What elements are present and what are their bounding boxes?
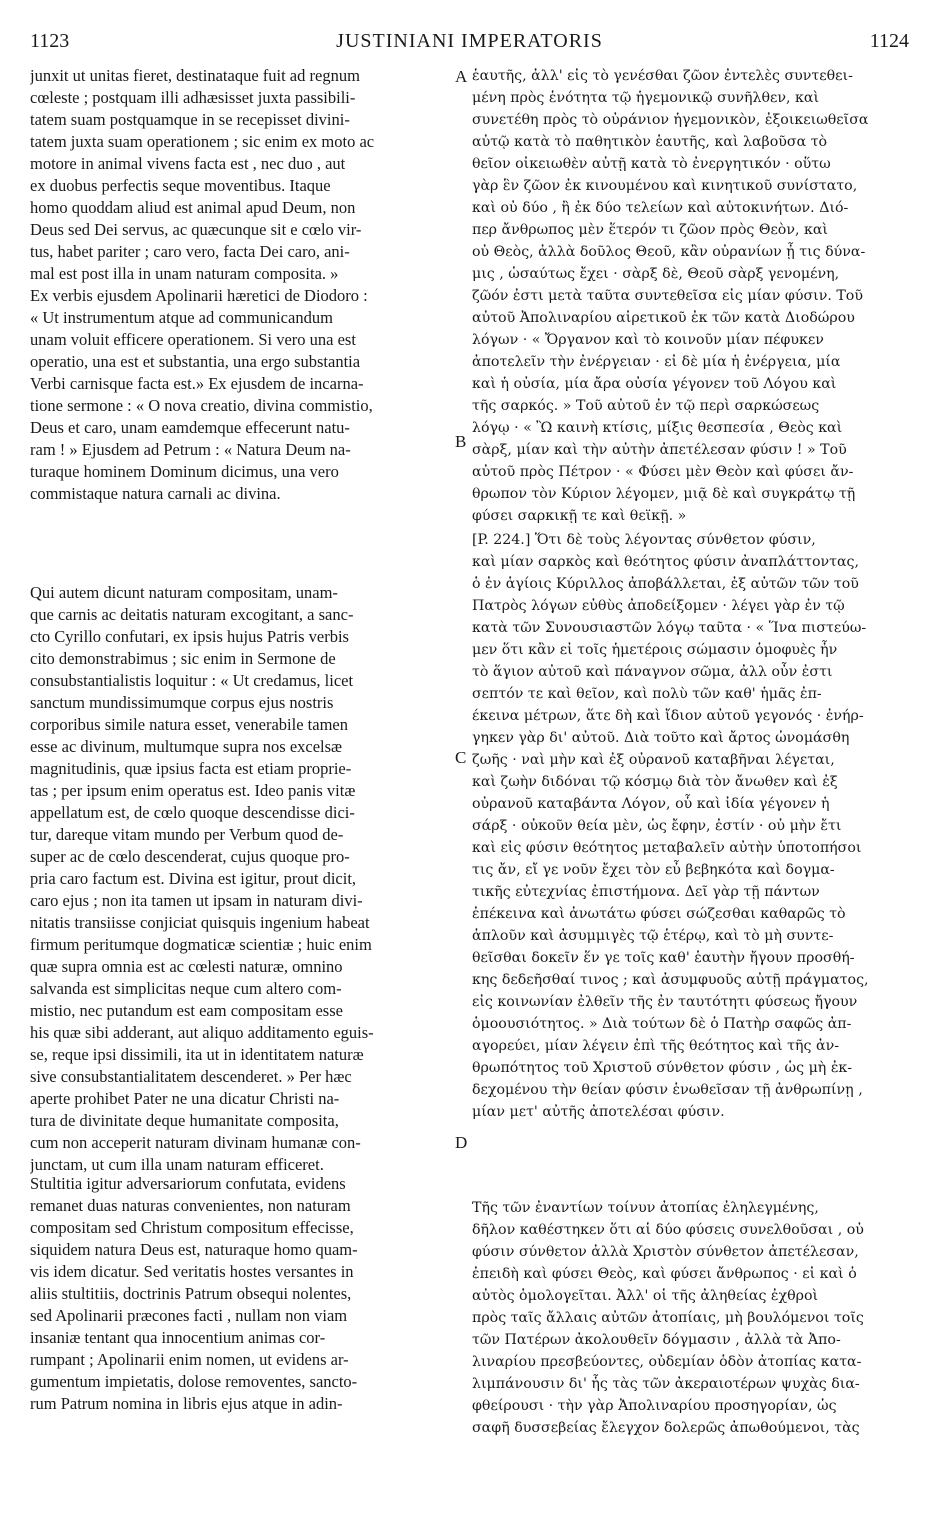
- text-line: τικῆς εὐτεχνίας ἐπιστήμονα. Δεῖ γὰρ τῇ πάντων: [472, 884, 820, 900]
- text-line: εἰς κοινωνίαν ἐλθεῖν τῆς ἐν ταυτότητι φύσεως ἤγουν: [472, 994, 858, 1010]
- text-line: λόγων · « Ὄργανον καὶ τὸ κοινοῦν μίαν πέφυκεν: [472, 332, 824, 348]
- text-line: salvanda est simplicitas neque cum altero com-: [30, 979, 342, 998]
- text-line: tura de divinitate deque humanitate composita,: [30, 1111, 339, 1130]
- text-line: mal est post illa in unam naturam composita. »: [30, 264, 339, 283]
- latin-paragraph: [30, 65, 448, 505]
- text-line: θεῖον οἰκειωθὲν αὐτῇ κατὰ τὸ ἐνεργητικόν · οὕτω: [472, 156, 831, 172]
- text-line: junxit ut unitas fieret, destinataque fuit ad regnum: [30, 66, 360, 85]
- text-line: Qui autem dicunt naturam compositam, unam-: [30, 583, 338, 602]
- text-line: σὰρξ, μίαν καὶ τὴν αὐτὴν ἀπετέλεσαν φύσιν ! » Τοῦ: [472, 442, 847, 458]
- text-line: ὁ ἐν ἁγίοις Κύριλλος ἀποβάλλεται, ἐξ αὐτῶν τῶν τοῦ: [472, 576, 859, 592]
- text-line: κατὰ τῶν Συνουσιαστῶν λόγῳ ταῦτα · « Ἵνα πιστεύω-: [472, 620, 867, 636]
- text-line: σεπτόν τε καὶ θεῖον, καὶ πολὺ τῶν καθ' ἡμᾶς ἐπ-: [472, 686, 822, 702]
- text-line: φθείρουσι · τὴν γὰρ Ἀπολιναρίου προσηγορίαν, ὡς: [472, 1398, 837, 1414]
- text-line: unam voluit efficere operationem. Si vero una est: [30, 330, 356, 349]
- text-line: θεῖσθαι δοκεῖν ἕν γε τοῖς καθ' ἑαυτὴν ἤγουν προσθή-: [472, 950, 855, 966]
- text-line: λιναρίου πρεσβεύοντες, οὐδεμίαν ὁδὸν ἀτοπίας κατα-: [472, 1354, 862, 1370]
- text-line: καὶ εἰς φύσιν θεότητος μεταβαλεῖν αὐτὴν ὑποτοπήσοι: [472, 840, 862, 856]
- text-line: έκεινα μέτρων, ἅτε δὴ καὶ ἴδιον αὐτοῦ γεγονός · ἐνήρ-: [472, 708, 864, 724]
- text-line: ζῶόν ἐστι μετὰ ταῦτα συντεθεῖσα εἰς μίαν φύσιν. Τοῦ: [472, 288, 863, 304]
- text-line: tas ; per ipsum enim operatus est. Ideo panis vitæ: [30, 781, 356, 800]
- text-line: δεχομένου τὴν θείαν φύσιν ἑνωθεῖσαν τῇ ἀνθρωπίνῃ ,: [472, 1082, 863, 1098]
- running-header: [30, 30, 909, 60]
- text-line: firmum peritumque dogmaticæ scientiæ ; huic enim: [30, 935, 372, 954]
- text-line: vis idem dicatur. Sed veritatis hostes versantes in: [30, 1262, 354, 1281]
- text-line: Verbi carnisque facta est.» Ex ejusdem de incarna-: [30, 374, 364, 393]
- text-line: αγορεύει, μίαν λέγειν ἐπὶ τῆς θεότητος καὶ τῆς ἀν-: [472, 1038, 839, 1054]
- text-line: αὐτῷ κατὰ τὸ παθητικὸν ἑαυτῆς, καὶ λαβοῦσα τὸ: [472, 134, 828, 150]
- text-line: ram ! » Ejusdem ad Petrum : « Natura Deum na-: [30, 440, 351, 459]
- text-line: οὐ Θεὸς, ἀλλὰ δοῦλος Θεοῦ, κἂν οὐρανίων ᾖ τις δύνα-: [472, 244, 866, 260]
- text-line: sed Apolinarii præcones facti , nullam non viam: [30, 1306, 348, 1325]
- text-line: tione sermone : « O nova creatio, divina commistio,: [30, 396, 373, 415]
- text-line: siquidem natura Deus est, naturaque homo quam-: [30, 1240, 358, 1259]
- margin-marker-d: D: [455, 1133, 468, 1152]
- text-line: commistaque natura carnali ac divina.: [30, 484, 281, 503]
- text-line: θρωπότητος τοῦ Χριστοῦ σύνθετον φύσιν , ὡς μὴ ἐκ-: [472, 1060, 853, 1076]
- text-line: super ac de cœlo descenderat, cujus quoque pro-: [30, 847, 350, 866]
- text-line: remanet duas naturas convenientes, non naturam: [30, 1196, 351, 1215]
- text-line: ἑαυτῆς, ἀλλ' εἰς τὸ γενέσθαι ζῶον ἐντελὲς συντεθει-: [472, 68, 853, 84]
- text-line: ἐπειδὴ καὶ φύσει Θεὸς, καὶ φύσει ἄνθρωπος · εἰ καὶ ὁ: [472, 1266, 857, 1282]
- text-line: τῆς σαρκός. » Τοῦ αὐτοῦ ἐν τῷ περὶ σαρκώσεως: [472, 398, 820, 414]
- text-line: magnitudinis, quæ ipsius facta est etiam proprie-: [30, 759, 352, 778]
- text-line: rumpant ; Apolinarii enim nomen, ut evidens ar-: [30, 1350, 349, 1369]
- text-line: περ ἄνθρωπος μὲν ἕτερόν τι ζῶον πρὸς Θεὸν, καὶ: [472, 222, 828, 238]
- text-line: συνετέθη πρὸς τὸ οὐράνιον ἡγεμονικὸν, ἐξοικειωθεῖσα: [472, 112, 869, 128]
- text-line: aperte prohibet Pater ne una dicatur Christi na-: [30, 1089, 340, 1108]
- text-line: κης δεδεῆσθαί τινος ; καὶ ἀσυμφυοῦς αὐτῇ πράγματος,: [472, 972, 869, 988]
- text-line: μένη πρὸς ἑνότητα τῷ ἡγεμονικῷ συνῆλθεν, καὶ: [472, 90, 820, 106]
- text-line: Τῆς τῶν ἐναντίων τοίνυν ἀτοπίας ἐληλεγμένης,: [472, 1200, 819, 1216]
- text-line: αὐτὸς ὁμολογεῖται. Ἀλλ' οἱ τῆς ἀληθείας ἐχθροὶ: [472, 1288, 819, 1304]
- text-line: caro ejus ; non ita tamen ut ipsam in naturam divi-: [30, 891, 363, 910]
- greek-paragraph: [472, 65, 909, 527]
- text-line: ἐπέκεινα καὶ ἀνωτάτω φύσει σώζεσθαι καθαρῶς τὸ: [472, 906, 846, 922]
- margin-marker-a: A: [455, 67, 468, 86]
- text-line: καὶ οὐ δύο , ἢ ἐκ δύο τελείων καὶ αὐτοκινήτων. Διό-: [472, 200, 849, 216]
- text-line: tatem juxta suam operationem ; sic enim ex moto ac: [30, 132, 375, 151]
- text-line: quæ supra omnia est ac cœlesti naturæ, omnino: [30, 957, 343, 976]
- text-line: λιμπάνουσιν δι' ἧς τὰς τῶν ἀκεραιοτέρων ψυχὰς δια-: [472, 1376, 860, 1392]
- text-line: nitatis transiisse conjiciat quisquis ingenium habeat: [30, 913, 370, 932]
- text-line: « Ut instrumentum atque ad communicandum: [30, 308, 333, 327]
- text-line: μεν ὅτι κἂν εἰ τοῖς ἡμετέροις σώμασιν ὁμοφυὲς ἦν: [472, 642, 838, 658]
- text-line: φύσιν σύνθετον ἀλλὰ Χριστὸν σύνθετον ἀπετέλεσαν,: [472, 1244, 859, 1260]
- text-line: καὶ ἡ οὐσία, μία ἄρα οὐσία γέγονεν τοῦ Λόγου καὶ: [472, 376, 837, 392]
- text-line: turaque hominem Dominum dicimus, una vero: [30, 462, 339, 481]
- text-line: [P. 224.] Ὅτι δὲ τοὺς λέγοντας σύνθετον φύσιν,: [472, 532, 816, 548]
- text-line: que carnis ac deitatis naturam excogitant, a sanc-: [30, 605, 354, 624]
- text-line: τὸ ἅγιον αὐτοῦ καὶ πάναγνον σῶμα, ἀλλ οὖν ἐστι: [472, 664, 833, 680]
- latin-paragraph: [30, 1173, 448, 1415]
- text-line: Ex verbis ejusdem Apolinarii hæretici de Diodoro :: [30, 286, 368, 305]
- text-line: σαφῆ δυσσεβείας ἔλεγχον δολερῶς ἀπωθούμενοι, τὰς: [472, 1420, 860, 1436]
- latin-paragraph: [30, 582, 448, 1176]
- text-line: τις ἄν, εἴ γε νοῦν ἔχει τὸν εὖ βεβηκότα καὶ δογμα-: [472, 862, 835, 878]
- text-line: Deus sed Dei servus, ac quæcunque sit e cœlo vir-: [30, 220, 362, 239]
- text-line: γὰρ ἓν ζῶον ἐκ κινουμένου καὶ κινητικοῦ συνίστατο,: [472, 178, 858, 194]
- text-line: ἁπλοῦν καὶ ἀσυμμιγὲς τῷ ἑτέρῳ, καὶ τὸ μὴ συντε-: [472, 928, 834, 944]
- text-line: sive consubstantialitatem descenderet. » Per hæc: [30, 1067, 352, 1086]
- text-line: cœleste ; postquam illi adhæsisset juxta passibili-: [30, 88, 356, 107]
- text-line: Deus et caro, unam eamdemque effecerunt natu-: [30, 418, 350, 437]
- text-line: θρωπον τὸν Κύριον λέγομεν, μιᾷ δὲ καὶ συγκράτῳ τῇ: [472, 486, 856, 502]
- text-line: Πατρὸς λόγων εὐθὺς ἀποδείξομεν · λέγει γὰρ ἐν τῷ: [472, 598, 845, 614]
- text-line: ζωῆς · ναὶ μὴν καὶ ἐξ οὐρανοῦ καταβῆναι λέγεται,: [472, 752, 835, 768]
- text-line: gumentum impietatis, dolose removentes, sancto-: [30, 1372, 358, 1391]
- page-number-left: 1123: [30, 30, 70, 52]
- text-line: consubstantialistis loquitur : « Ut credamus, licet: [30, 671, 354, 690]
- text-line: insaniæ tentant qua innocentium animas cor-: [30, 1328, 326, 1347]
- text-line: ex duobus perfectis seque moventibus. Itaque: [30, 176, 331, 195]
- text-line: πρὸς ταῖς ἄλλαις αὐτῶν ἀτοπίαις, μὴ βουλόμενοι τοῖς: [472, 1310, 864, 1326]
- text-line: junctam, ut cum illa unam naturam efficeret.: [30, 1155, 324, 1174]
- text-line: αὐτοῦ Ἀπολιναρίου αἱρετικοῦ ἐκ τῶν κατὰ Διοδώρου: [472, 310, 855, 326]
- text-line: δῆλον καθέστηκεν ὅτι αἱ δύο φύσεις συνελθοῦσαι , οὐ: [472, 1222, 864, 1238]
- margin-marker-b: B: [455, 432, 467, 451]
- text-line: corporibus simile natura esset, venerabile tamen: [30, 715, 348, 734]
- text-line: operatio, una est et substantia, una ergo substantia: [30, 352, 361, 371]
- text-line: μις , ὡσαύτως ἔχει · σὰρξ δὲ, Θεοῦ σὰρξ γενομένη,: [472, 266, 840, 282]
- text-line: cum non acceperit naturam divinam humanæ con-: [30, 1133, 361, 1152]
- text-line: pria caro factum est. Divina est igitur, prout dicit,: [30, 869, 357, 888]
- text-line: se, reque ipsi dissimili, ita ut in identitatem naturæ: [30, 1045, 364, 1064]
- text-line: ἀποτελεῖν τὴν ἐνέργειαν · εἰ δὲ μία ἡ ἐνέργεια, μία: [472, 354, 841, 370]
- text-line: οὐρανοῦ καταβάντα Λόγον, οὗ καὶ ἰδία γέγονεν ἡ: [472, 796, 830, 812]
- text-line: cto Cyrillo confutari, ex ipsis hujus Patris verbis: [30, 627, 349, 646]
- text-line: φύσει σαρκικῇ τε καὶ θεϊκῇ. »: [472, 508, 687, 524]
- text-line: cito demonstrabimus ; sic enim in Sermone de: [30, 649, 336, 668]
- text-line: tus, habet pariter ; caro vero, facta Dei caro, ani-: [30, 242, 350, 261]
- margin-marker-c: C: [455, 748, 467, 767]
- text-line: καὶ μίαν σαρκὸς καὶ θεότητος φύσιν ἀναπλάττοντας,: [472, 554, 860, 570]
- text-line: motore in animal vivens facta est , nec duo , aut: [30, 154, 346, 173]
- text-line: αὐτοῦ πρὸς Πέτρον · « Φύσει μὲν Θεὸν καὶ φύσει ἄν-: [472, 464, 854, 480]
- text-line: mistio, nec putandum est eam compositam esse: [30, 1001, 343, 1020]
- text-line: homo quoddam aliud est animal apud Deum, non: [30, 198, 356, 217]
- text-line: σάρξ · οὐκοῦν θεία μὲν, ὡς ἔφην, ἐστίν · οὐ μὴν ἔτι: [472, 818, 842, 834]
- text-line: γηκεν γὰρ δι' αὐτοῦ. Διὰ τοῦτο καὶ ἄρτος ὠνομάσθη: [472, 730, 850, 746]
- text-line: rum Patrum nomina in libris ejus atque in adin-: [30, 1394, 343, 1413]
- running-title: JUSTINIANI IMPERATORIS: [336, 30, 603, 52]
- text-line: μίαν μετ' αὐτῆς ἀποτελέσαι φύσιν.: [472, 1104, 725, 1120]
- text-line: τῶν Πατέρων ἀκολουθεῖν δόγμασιν , ἀλλὰ τὰ Ἀπο-: [472, 1332, 841, 1348]
- text-line: his quæ sibi adderant, aut aliquo additamento eguis-: [30, 1023, 374, 1042]
- page-number-right: 1124: [869, 30, 909, 52]
- text-line: Stultitia igitur adversariorum confutata, evidens: [30, 1174, 346, 1193]
- text-line: ὁμοουσιότητος. » Διὰ τούτων δὲ ὁ Πατὴρ σαφῶς ἀπ-: [472, 1016, 852, 1032]
- text-line: λόγῳ · « Ὢ καινὴ κτίσις, μίξις θεσπεσία , Θεὸς καὶ: [472, 420, 843, 436]
- greek-paragraph: [472, 529, 909, 1123]
- text-line: esse ac divinum, multumque supra nos excelsæ: [30, 737, 343, 756]
- text-line: tatem suam postquamque in se recepisset divini-: [30, 110, 350, 129]
- text-line: aliis stultitiis, doctrinis Patrum obsequi nolentes,: [30, 1284, 352, 1303]
- text-line: compositam sed Christum compositum effecisse,: [30, 1218, 354, 1237]
- text-line: tur, dareque vitam mundo per Verbum quod de-: [30, 825, 344, 844]
- greek-paragraph: [472, 1197, 909, 1439]
- text-line: sanctum mundissimumque corpus ejus nostris: [30, 693, 334, 712]
- text-line: appellatum est, de cœlo quoque descendisse dici-: [30, 803, 355, 822]
- text-line: καὶ ζωὴν διδόναι τῷ κόσμῳ διὰ τὸν ἄνωθεν καὶ ἐξ: [472, 774, 838, 790]
